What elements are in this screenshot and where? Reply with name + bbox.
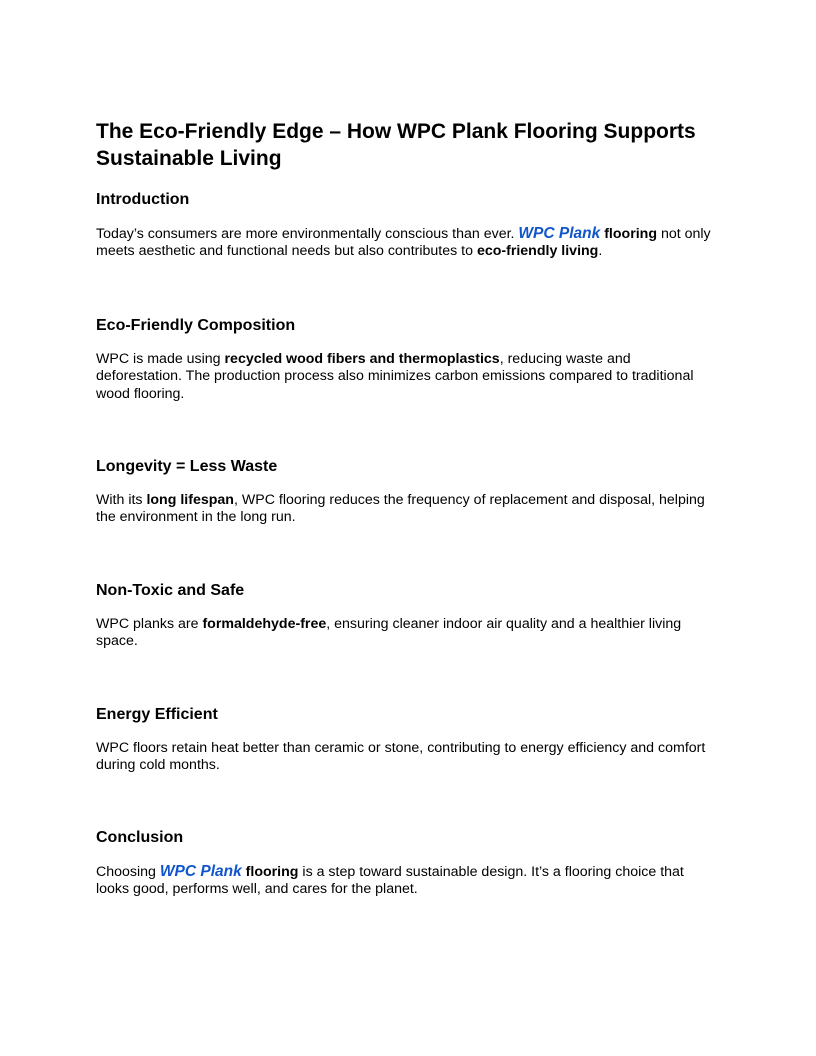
section-paragraph (96, 225, 720, 261)
paragraph-text: With its (96, 492, 147, 508)
paragraph-text: , ensuring cleaner indoor air quality and a healthier living space. (96, 616, 682, 650)
bold-text: flooring (600, 226, 657, 242)
section-longevity (96, 457, 720, 527)
paragraph-text: , WPC flooring reduces the frequency of replacement and disposal, helping the environment in the long run. (96, 492, 705, 526)
section-heading: Non-Toxic and Safe (96, 582, 245, 599)
paragraph-text: is a step toward sustainable design. It’s a flooring choice that looks good, performs well, and cares for the planet. (96, 864, 684, 898)
wpc-plank-link[interactable]: WPC Plank (159, 863, 242, 880)
paragraph-text: Today’s consumers are more environmentally conscious than ever. (96, 226, 519, 242)
section-heading: Longevity = Less Waste (96, 458, 278, 475)
page-title: The Eco-Friendly Edge – How WPC Plank Flooring Supports Sustainable Living (96, 120, 696, 170)
section-conclusion (96, 828, 720, 899)
paragraph-text: , reducing waste and deforestation. The production process also minimizes carbon emissions compared to traditional wood flooring. (96, 351, 694, 402)
paragraph-text: WPC planks are (96, 616, 203, 632)
section-heading: Introduction (96, 191, 190, 208)
wpc-plank-link[interactable]: WPC Plank (518, 225, 601, 242)
paragraph-text: WPC is made using (96, 351, 225, 367)
bold-text: flooring (241, 864, 299, 880)
paragraph-text: . (598, 243, 603, 260)
section-eco-friendly-composition (96, 316, 720, 403)
bold-text: eco-friendly living (476, 243, 599, 260)
section-paragraph (96, 492, 720, 527)
paragraph-text: not only meets aesthetic and functional needs but also contributes to (96, 226, 711, 260)
section-paragraph (96, 740, 720, 775)
section-heading: Conclusion (96, 829, 184, 846)
section-energy-efficient (96, 705, 720, 775)
section-introduction (96, 190, 720, 261)
bold-text: formaldehyde-free (202, 616, 327, 632)
bold-text: long lifespan (146, 492, 234, 508)
section-paragraph (96, 351, 720, 403)
section-paragraph (96, 863, 720, 899)
paragraph-text: Choosing (96, 864, 160, 880)
bold-text: recycled wood fibers and thermoplastics (224, 351, 500, 367)
section-heading: Eco-Friendly Composition (96, 317, 296, 334)
section-heading: Energy Efficient (96, 706, 218, 723)
section-non-toxic (96, 581, 720, 651)
section-paragraph (96, 616, 720, 651)
paragraph-text: WPC floors retain heat better than ceramic or stone, contributing to energy efficiency and comfort during cold months. (96, 740, 706, 774)
